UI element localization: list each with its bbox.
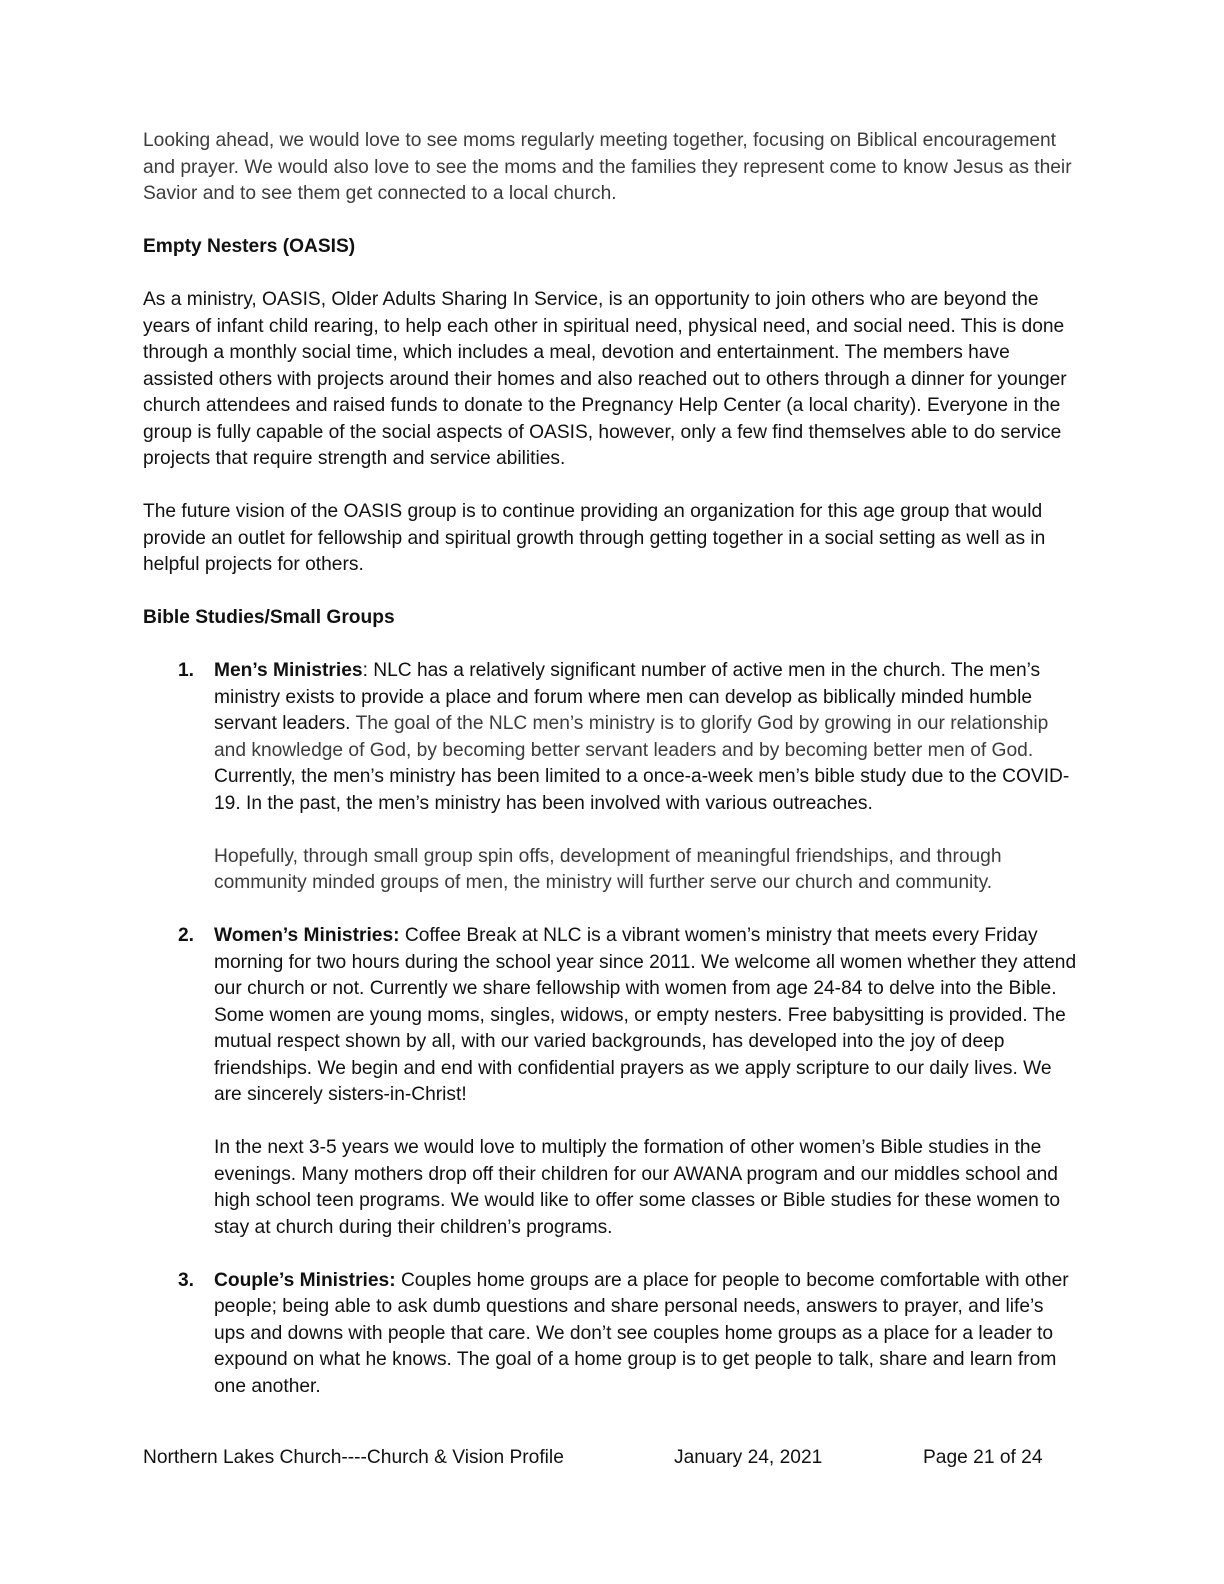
list-item-mens-ministries: [143, 658, 1078, 897]
womens-ministries-paragraph-1: [214, 923, 1078, 1109]
section-heading-empty-nesters: Empty Nesters (OASIS): [143, 236, 356, 257]
document-body: [143, 128, 1078, 1427]
womens-ministries-title: Women’s Ministries:: [214, 925, 400, 946]
footer-document-title: Northern Lakes Church----Church & Vision Profile: [143, 1447, 564, 1468]
page-footer: [143, 1445, 1078, 1471]
mens-ministries-text-c: Currently, the men’s ministry has been limited to a once-a-week men’s bible study due to the COVID-19. In the past, the men’s ministry has been involved with various outreaches.: [214, 766, 1070, 814]
intro-paragraph: Looking ahead, we would love to see moms regularly meeting together, focusing on Biblical encouragement and prayer. We would also love to see the moms and the families they represent come to know Jesus as their Savior and to see them get connected to a local church.: [143, 130, 1072, 204]
womens-ministries-paragraph-2: In the next 3-5 years we would love to multiply the formation of other women’s Bible studies in the evenings. Many mothers drop off their children for our AWANA program and our middles school and high school teen programs. We would like to offer some classes or Bible studies for these women to stay at church during their children’s programs.: [214, 1137, 1061, 1238]
list-number: 1.: [178, 660, 195, 681]
womens-ministries-text: Coffee Break at NLC is a vibrant women’s ministry that meets every Friday morning for two hours during the school year since 2011. We welcome all women whether they attend our church or not. Currently we share fellowship with women from age 24-84 to delve into the Bible. Some women are young moms, singles, widows, or empty nesters. Free babysitting is provided. The mutual respect shown by all, with our varied backgrounds, has developed into the joy of deep friendships. We begin and end with confidential prayers as we apply scripture to our daily lives. We are sincerely sisters-in-Christ!: [214, 925, 1077, 1105]
mens-ministries-text-a: : NLC has a relatively significant number of active men in the church. The men’s ministry exists to provide a place and forum where men can develop as biblically minded humble servant leaders.: [214, 660, 1041, 734]
empty-nesters-paragraph-1: As a ministry, OASIS, Older Adults Sharing In Service, is an opportunity to join others who are beyond the years of infant child rearing, to help each other in spiritual need, physical need, and social need. This is done through a monthly social time, which includes a meal, devotion and entertainment. The members have assisted others with projects around their homes and also reached out to others through a dinner for younger church attendees and raised funds to donate to the Pregnancy Help Center (a local charity). Everyone in the group is fully capable of the social aspects of OASIS, however, only a few find themselves able to do service projects that require strength and service abilities.: [143, 289, 1067, 469]
list-item-womens-ministries: [143, 923, 1078, 1241]
mens-ministries-text-b: The goal of the NLC men’s ministry is to glorify God by growing in our relationship and knowledge of God, by becoming better servant leaders and by becoming better men of God.: [214, 713, 1049, 761]
mens-ministries-title: Men’s Ministries: [214, 660, 363, 681]
list-number: 2.: [178, 925, 195, 946]
mens-ministries-paragraph-1: [214, 658, 1078, 817]
section-heading-bible-studies: Bible Studies/Small Groups: [143, 607, 395, 628]
footer-date: January 24, 2021: [674, 1447, 823, 1468]
list-item-couples-ministries: [143, 1268, 1078, 1401]
couples-ministries-paragraph-1: [214, 1268, 1078, 1401]
couples-ministries-text: Couples home groups are a place for people to become comfortable with other people; being able to ask dumb questions and share personal needs, answers to prayer, and life’s ups and downs with people that care. We don’t see couples home groups as a place for a leader to expound on what he knows. The goal of a home group is to get people to talk, share and learn from one another.: [214, 1269, 1069, 1397]
empty-nesters-paragraph-2: The future vision of the OASIS group is to continue providing an organization for this age group that would provide an outlet for fellowship and spiritual growth through getting together in a social setting as well as in helpful projects for others.: [143, 501, 1046, 575]
footer-page-number: Page 21 of 24: [923, 1447, 1043, 1468]
couples-ministries-title: Couple’s Ministries:: [214, 1269, 396, 1291]
mens-ministries-paragraph-2: Hopefully, through small group spin offs, development of meaningful friendships, and through community minded groups of men, the ministry will further serve our church and community.: [214, 845, 1002, 893]
list-number: 3.: [178, 1269, 195, 1291]
